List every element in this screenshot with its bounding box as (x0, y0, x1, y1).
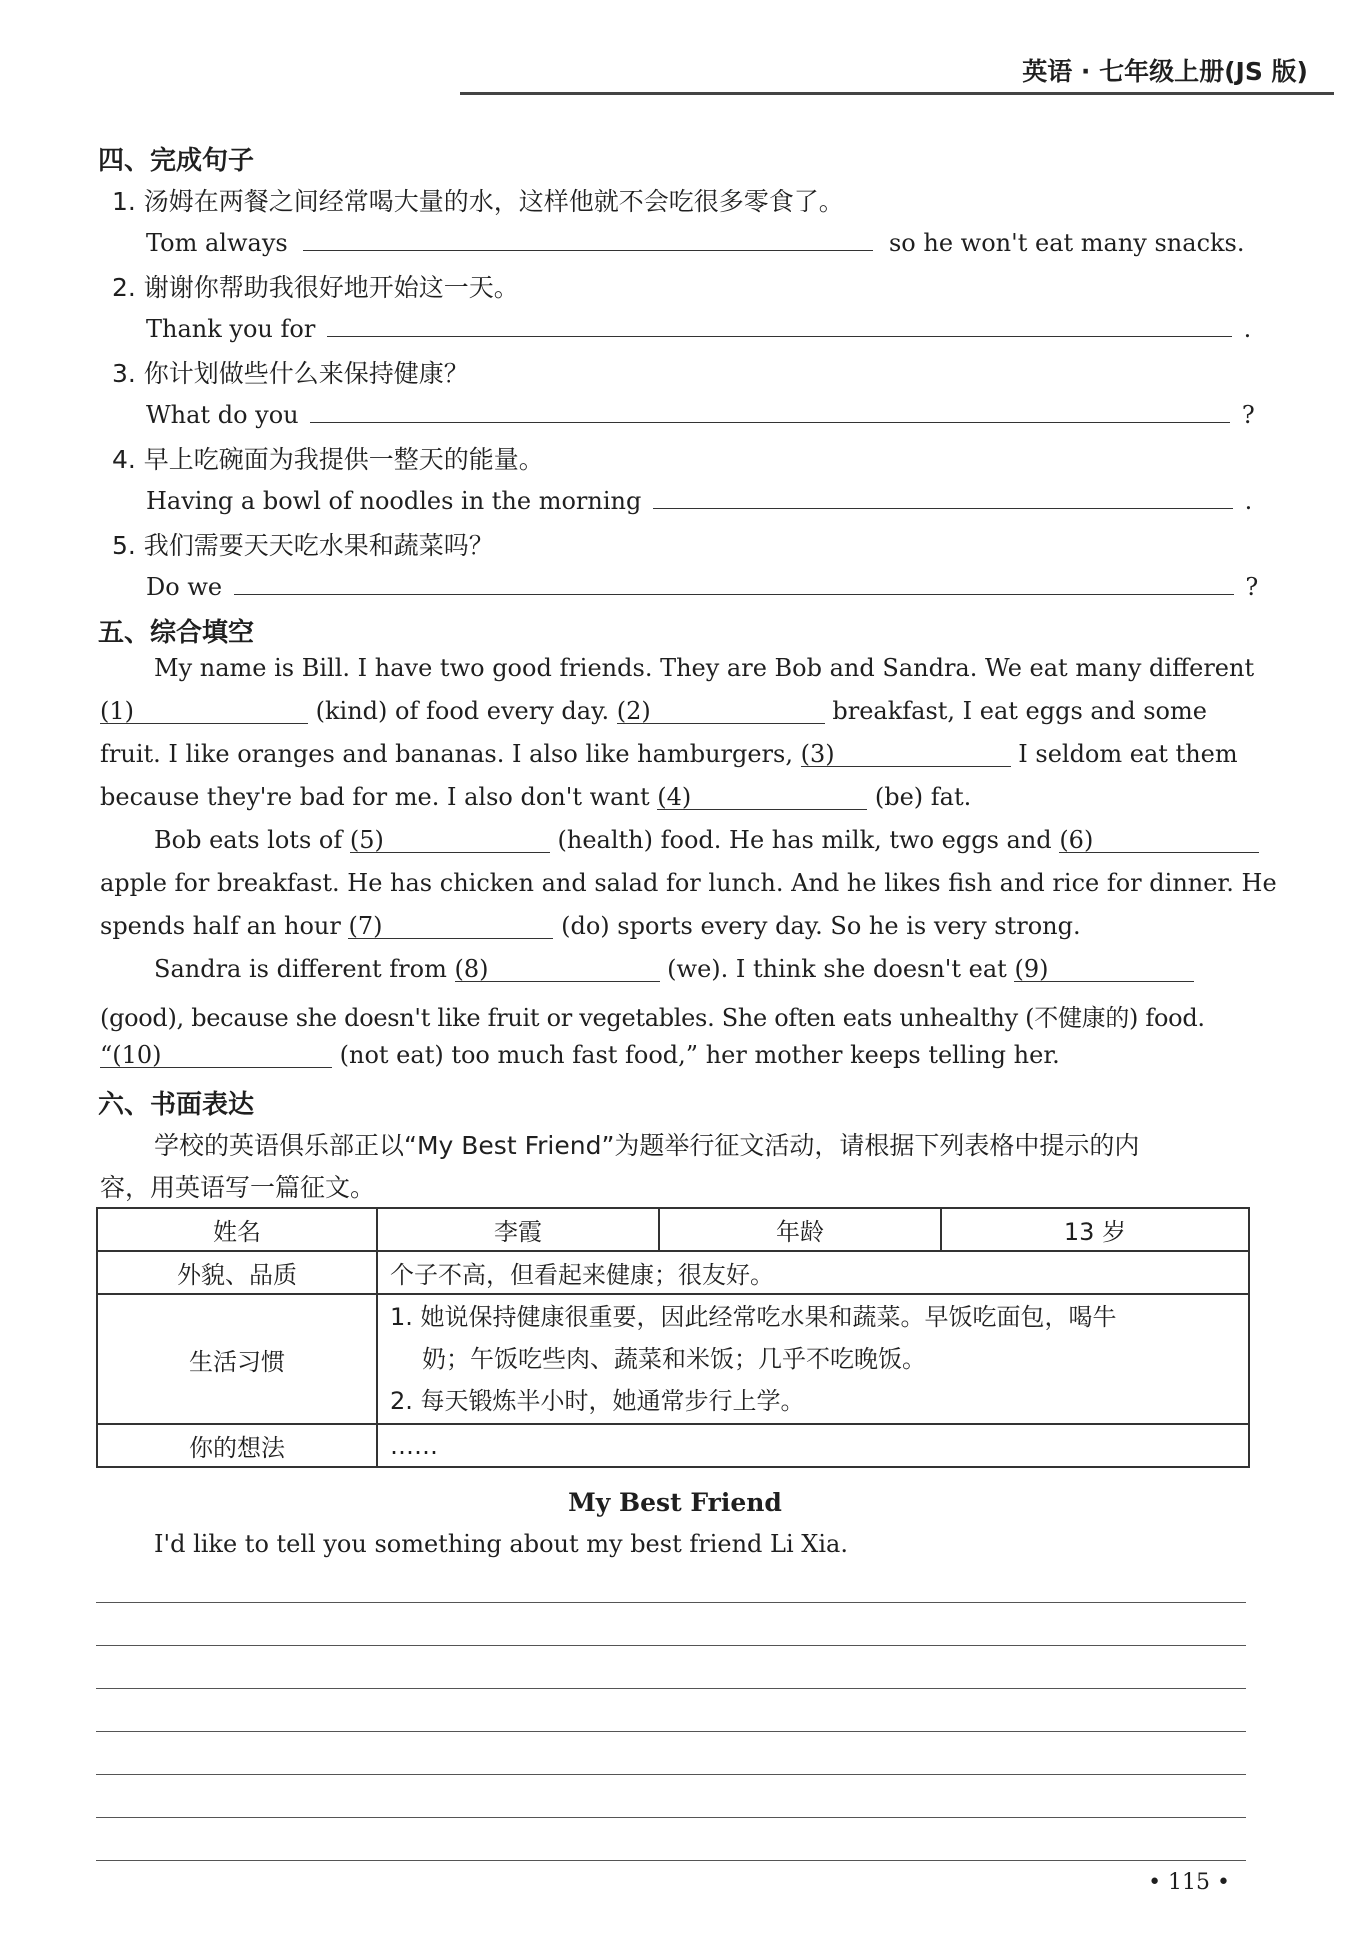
writing-line[interactable] (96, 1774, 1246, 1775)
section-6-intro-line-2: 容，用英语写一篇征文。 (100, 1173, 376, 1202)
p2-line-3-text-b: (do) sports every day. So he is very strong. (561, 912, 1081, 940)
p1-line-3-text-a: fruit. I like oranges and bananas. I also like hamburgers, (100, 740, 793, 768)
blank-9[interactable]: (9) (1014, 955, 1194, 982)
q1-english (146, 224, 1245, 257)
page-header-title: 英语 · 七年级上册(JS 版) (1022, 57, 1308, 86)
writing-line[interactable] (96, 1645, 1246, 1646)
p2-line-2: apple for breakfast. He has chicken and salad for lunch. And he likes fish and rice for dinner. He (100, 869, 1277, 897)
q2-prompt: Thank you for (146, 315, 316, 343)
habits-line-1: 1. 她说保持健康很重要，因此经常吃水果和蔬菜。早饭吃面包，喝牛 (390, 1303, 1117, 1331)
p1-line-2 (100, 697, 1207, 725)
section-5-heading: 五、综合填空 (98, 618, 255, 648)
q3-answer-blank[interactable] (310, 396, 1230, 423)
p3-line-1 (154, 955, 1194, 983)
q2-ending: . (1243, 315, 1252, 343)
essay-opening-sentence: I'd like to tell you something about my best friend Li Xia. (154, 1530, 848, 1558)
q4-chinese: 4. 早上吃碗面为我提供一整天的能量。 (112, 445, 544, 474)
q5-ending: ? (1245, 573, 1259, 601)
p1-line-4-text-a: because they're bad for me. I also don't want (100, 783, 650, 811)
habits-line-3: 2. 每天锻炼半小时，她通常步行上学。 (390, 1387, 805, 1415)
p1-line-1: My name is Bill. I have two good friends. They are Bob and Sandra. We eat many different (154, 654, 1255, 682)
page-number: • 115 • (1148, 1870, 1230, 1895)
q5-prompt: Do we (146, 573, 223, 601)
q5-chinese: 5. 我们需要天天吃水果和蔬菜吗？ (112, 531, 494, 560)
section-4-heading: 四、完成句子 (98, 146, 255, 176)
p3-line-3 (100, 1041, 1060, 1069)
p2-line-1-text-a: Bob eats lots of (154, 826, 343, 854)
header-rule (460, 92, 1334, 95)
writing-line[interactable] (96, 1860, 1246, 1861)
p2-line-1-text-b: (health) food. He has milk, two eggs and (557, 826, 1052, 854)
blank-4[interactable]: (4) (657, 783, 867, 810)
p3-line-1-text-b: (we). I think she doesn't eat (667, 955, 1007, 983)
table-row (97, 1294, 1249, 1424)
q1-answer-blank[interactable] (303, 224, 873, 251)
q1-prompt: Tom always (146, 229, 288, 257)
habits-label-cell: 生活习惯 (97, 1294, 377, 1424)
p1-line-3 (100, 740, 1238, 768)
q3-chinese: 3. 你计划做些什么来保持健康？ (112, 359, 469, 388)
section-6-heading: 六、书面表达 (98, 1090, 255, 1120)
age-value-cell: 13 岁 (941, 1208, 1249, 1251)
q5-answer-blank[interactable] (234, 568, 1234, 595)
writing-line[interactable] (96, 1602, 1246, 1603)
p1-line-2-text-b: breakfast, I eat eggs and some (832, 697, 1207, 725)
habits-value-cell (377, 1294, 1249, 1424)
p1-line-3-text-b: I seldom eat them (1018, 740, 1238, 768)
habits-line-2: 奶；午饭吃些肉、蔬菜和米饭；几乎不吃晚饭。 (422, 1345, 926, 1373)
appearance-label-cell: 外貌、品质 (97, 1251, 377, 1294)
q2-answer-blank[interactable] (327, 310, 1232, 337)
info-table (96, 1207, 1250, 1468)
opinion-label-cell: 你的想法 (97, 1424, 377, 1467)
q2-english (146, 310, 1251, 343)
p3-line-3-text: (not eat) too much fast food,” her mother keeps telling her. (339, 1041, 1060, 1069)
q4-ending: . (1244, 487, 1253, 515)
p1-line-4 (100, 783, 971, 811)
blank-7[interactable]: (7) (348, 912, 553, 939)
p3-line-2: (good), because she doesn't like fruit or vegetables. She often eats unhealthy (不健康的) food. (100, 1004, 1205, 1032)
q3-prompt: What do you (146, 401, 299, 429)
q4-english (146, 482, 1252, 515)
opinion-value-cell: …… (377, 1424, 1249, 1467)
blank-10[interactable]: “(10) (100, 1041, 332, 1068)
blank-8[interactable]: (8) (455, 955, 660, 982)
name-value-cell: 李霞 (377, 1208, 659, 1251)
q1-chinese: 1. 汤姆在两餐之间经常喝大量的水，这样他就不会吃很多零食了。 (112, 187, 844, 216)
age-label-cell: 年龄 (659, 1208, 941, 1251)
blank-3[interactable]: (3) (801, 740, 1011, 767)
essay-title: My Best Friend (568, 1488, 782, 1517)
section-6-intro-line-1: 学校的英语俱乐部正以“My Best Friend”为题举行征文活动，请根据下列表格中提示的内 (154, 1131, 1140, 1160)
writing-line[interactable] (96, 1688, 1246, 1689)
p3-line-1-text-a: Sandra is different from (154, 955, 447, 983)
blank-6[interactable]: (6) (1059, 826, 1259, 853)
table-row (97, 1424, 1249, 1467)
blank-5[interactable]: (5) (350, 826, 550, 853)
blank-2[interactable]: (2) (617, 697, 825, 724)
table-row (97, 1208, 1249, 1251)
writing-line[interactable] (96, 1731, 1246, 1732)
q5-english (146, 568, 1258, 601)
p2-line-3 (100, 912, 1081, 940)
p2-line-3-text-a: spends half an hour (100, 912, 341, 940)
p1-line-2-text-a: (kind) of food every day. (315, 697, 610, 725)
q1-ending: so he won't eat many snacks. (888, 229, 1245, 257)
q4-answer-blank[interactable] (653, 482, 1233, 509)
table-row (97, 1251, 1249, 1294)
q3-english (146, 396, 1255, 429)
p1-line-4-text-b: (be) fat. (874, 783, 972, 811)
q3-ending: ? (1241, 401, 1255, 429)
q2-chinese: 2. 谢谢你帮助我很好地开始这一天。 (112, 273, 519, 302)
name-label-cell: 姓名 (97, 1208, 377, 1251)
q4-prompt: Having a bowl of noodles in the morning (146, 487, 642, 515)
appearance-value-cell: 个子不高，但看起来健康；很友好。 (377, 1251, 1249, 1294)
writing-line[interactable] (96, 1817, 1246, 1818)
p2-line-1 (154, 826, 1259, 854)
blank-1[interactable]: (1) (100, 697, 308, 724)
